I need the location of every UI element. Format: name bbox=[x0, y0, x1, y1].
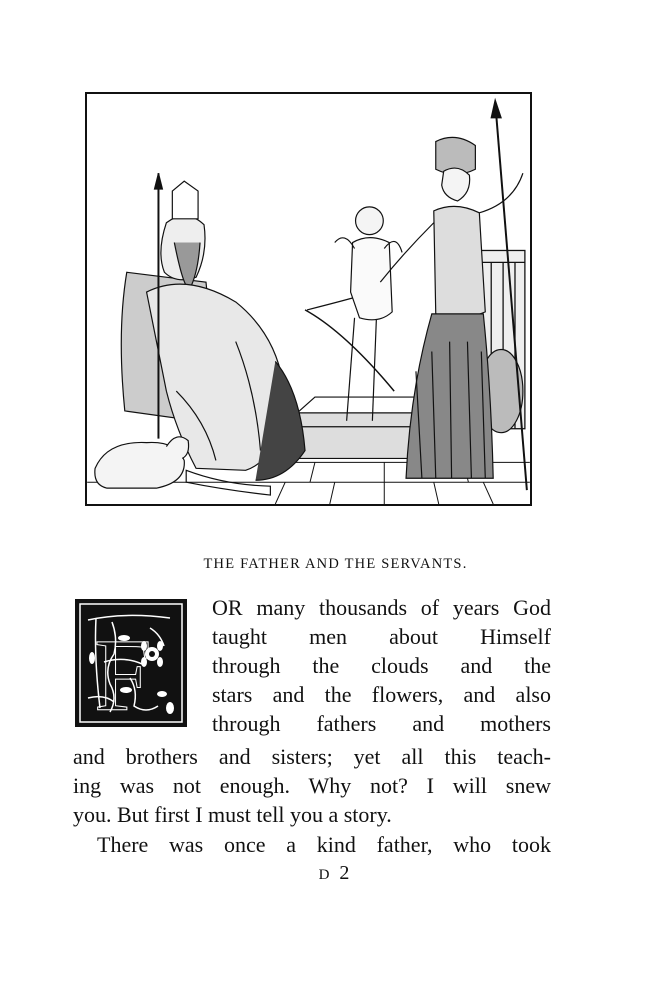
drop-cap-letter-graphic bbox=[74, 598, 188, 728]
text-line: and brothers and sisters; yet all this teach- bbox=[73, 744, 551, 769]
drop-cap-ornament bbox=[74, 598, 188, 728]
drop-cap-letter: F bbox=[94, 618, 152, 728]
text-line: through fathers and mothers bbox=[212, 711, 551, 736]
signature-mark bbox=[0, 862, 671, 885]
text-line: There was once a kind father, who took bbox=[97, 832, 551, 857]
sheep bbox=[95, 437, 189, 488]
text-line: you. But first I must tell you a story. bbox=[73, 802, 392, 827]
text-line: ing was not enough. Why not? I will snew bbox=[73, 773, 551, 798]
text-line: stars and the flowers, and also bbox=[212, 682, 551, 707]
signature-number: 2 bbox=[339, 862, 353, 884]
engraving-illustration bbox=[85, 92, 532, 506]
text-line: taught men about Himself bbox=[212, 624, 551, 649]
engraving-drawing bbox=[87, 94, 530, 504]
text-line: OR many thousands of years God bbox=[212, 595, 551, 620]
text-line: through the clouds and the bbox=[212, 653, 551, 678]
signature-letter: D bbox=[318, 867, 332, 883]
pedestal bbox=[297, 397, 419, 458]
illustration-caption: THE FATHER AND THE SERVANTS. bbox=[203, 556, 468, 572]
cupid-figure bbox=[305, 207, 402, 421]
